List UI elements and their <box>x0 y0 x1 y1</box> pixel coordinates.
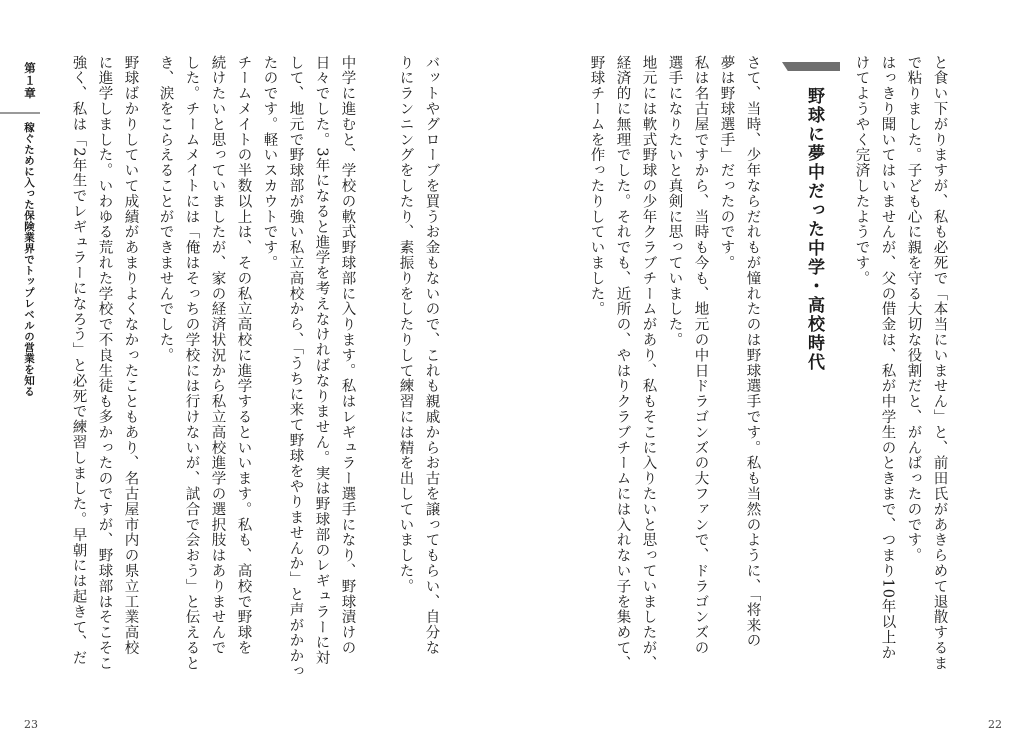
body-text-line: 野球ばかりしていて成績があまりよくなかったこともあり、名古屋市内の県立工業高校 <box>122 55 139 656</box>
page-number: 23 <box>24 718 38 731</box>
section-heading-bar <box>782 62 840 71</box>
body-text-line: 日々でした。3年になると進学を考えなければなりません。実は野球部のレギュラーに対 <box>313 55 330 666</box>
body-text-line: たのです。軽いスカウトです。 <box>261 55 278 271</box>
body-text-line: はっきり聞いてはいませんが、父の借金は、私が中学生のときまで、つまり10年以上か <box>879 55 896 661</box>
body-text-line: チームメイトの半数以上は、その私立高校に進学するといいます。私も、高校で野球を <box>235 55 252 656</box>
body-text-line: で粘りました。子ども心に親を守る大切な役割だと、がんばったのです。 <box>905 55 922 564</box>
chapter-label: 第１章 <box>23 62 37 100</box>
body-text-line: して、地元で野球部が強い私立高校から、「うちに来て野球をやりませんか」と声がかかっ <box>287 55 304 680</box>
body-text-line: 強く、私は「2年生でレギュラーになろう」と必死で練習しました。早朝には起きて、だ <box>70 55 87 666</box>
page-number: 22 <box>988 718 1002 731</box>
body-text-line: 私は名古屋ですから、当時も今も、地元の中日ドラゴンズの大ファンで、ドラゴンズの <box>692 55 709 656</box>
body-text-line: りにランニングをしたり、素振りをしたりして練習には精を出していました。 <box>397 55 414 594</box>
section-heading: 野球に夢中だった中学・高校時代 <box>804 87 824 372</box>
body-text-line: 続けたいと思っていましたが、家の経済状況から私立高校進学の選択肢はありませんで <box>209 55 226 656</box>
body-text-line: と食い下がりますが、私も必死で「本当にいません」と、前田氏があきらめて退散するま <box>931 55 948 671</box>
body-text-line: 夢は野球選手」だったのです。 <box>718 55 735 271</box>
body-text-line: 地元には軟式野球の少年クラブチームがあり、私もそこに入りたいと思っていましたが、 <box>640 55 657 671</box>
running-chapter-title: 稼ぐために入った保険業界でトップレベルの営業を知る <box>23 122 35 397</box>
body-text-line: さて、当時、少年ならだれもが憧れたのは野球選手です。私も当然のように、「将来の <box>744 55 761 649</box>
body-text-line: バットやグローブを買うお金もないので、これも親戚からお古を譲ってもらい、自分な <box>423 55 440 656</box>
chapter-divider <box>0 112 40 114</box>
body-text-line: けてようやく完済したようです。 <box>853 55 870 286</box>
body-text-line: き、涙をこらえることができませんでした。 <box>157 55 174 363</box>
body-text-line: に進学しました。いわゆる荒れた学校で不良生徒も多かったのですが、野球部はそこそこ <box>96 55 113 671</box>
body-text-line: した。チームメイトには「俺はそっちの学校には行けないが、試合で会おう」と伝えると <box>183 55 200 671</box>
body-text-line: 経済的に無理でした。それでも、近所の、やはりクラブチームには入れない子を集めて、 <box>614 55 631 671</box>
body-text-line: 野球チームを作ったりしていました。 <box>588 55 605 317</box>
body-text-line: 中学に進むと、学校の軟式野球部に入ります。私はレギュラー選手になり、野球漬けの <box>339 55 356 656</box>
body-text-line: 選手になりたいと真剣に思っていました。 <box>666 55 683 348</box>
